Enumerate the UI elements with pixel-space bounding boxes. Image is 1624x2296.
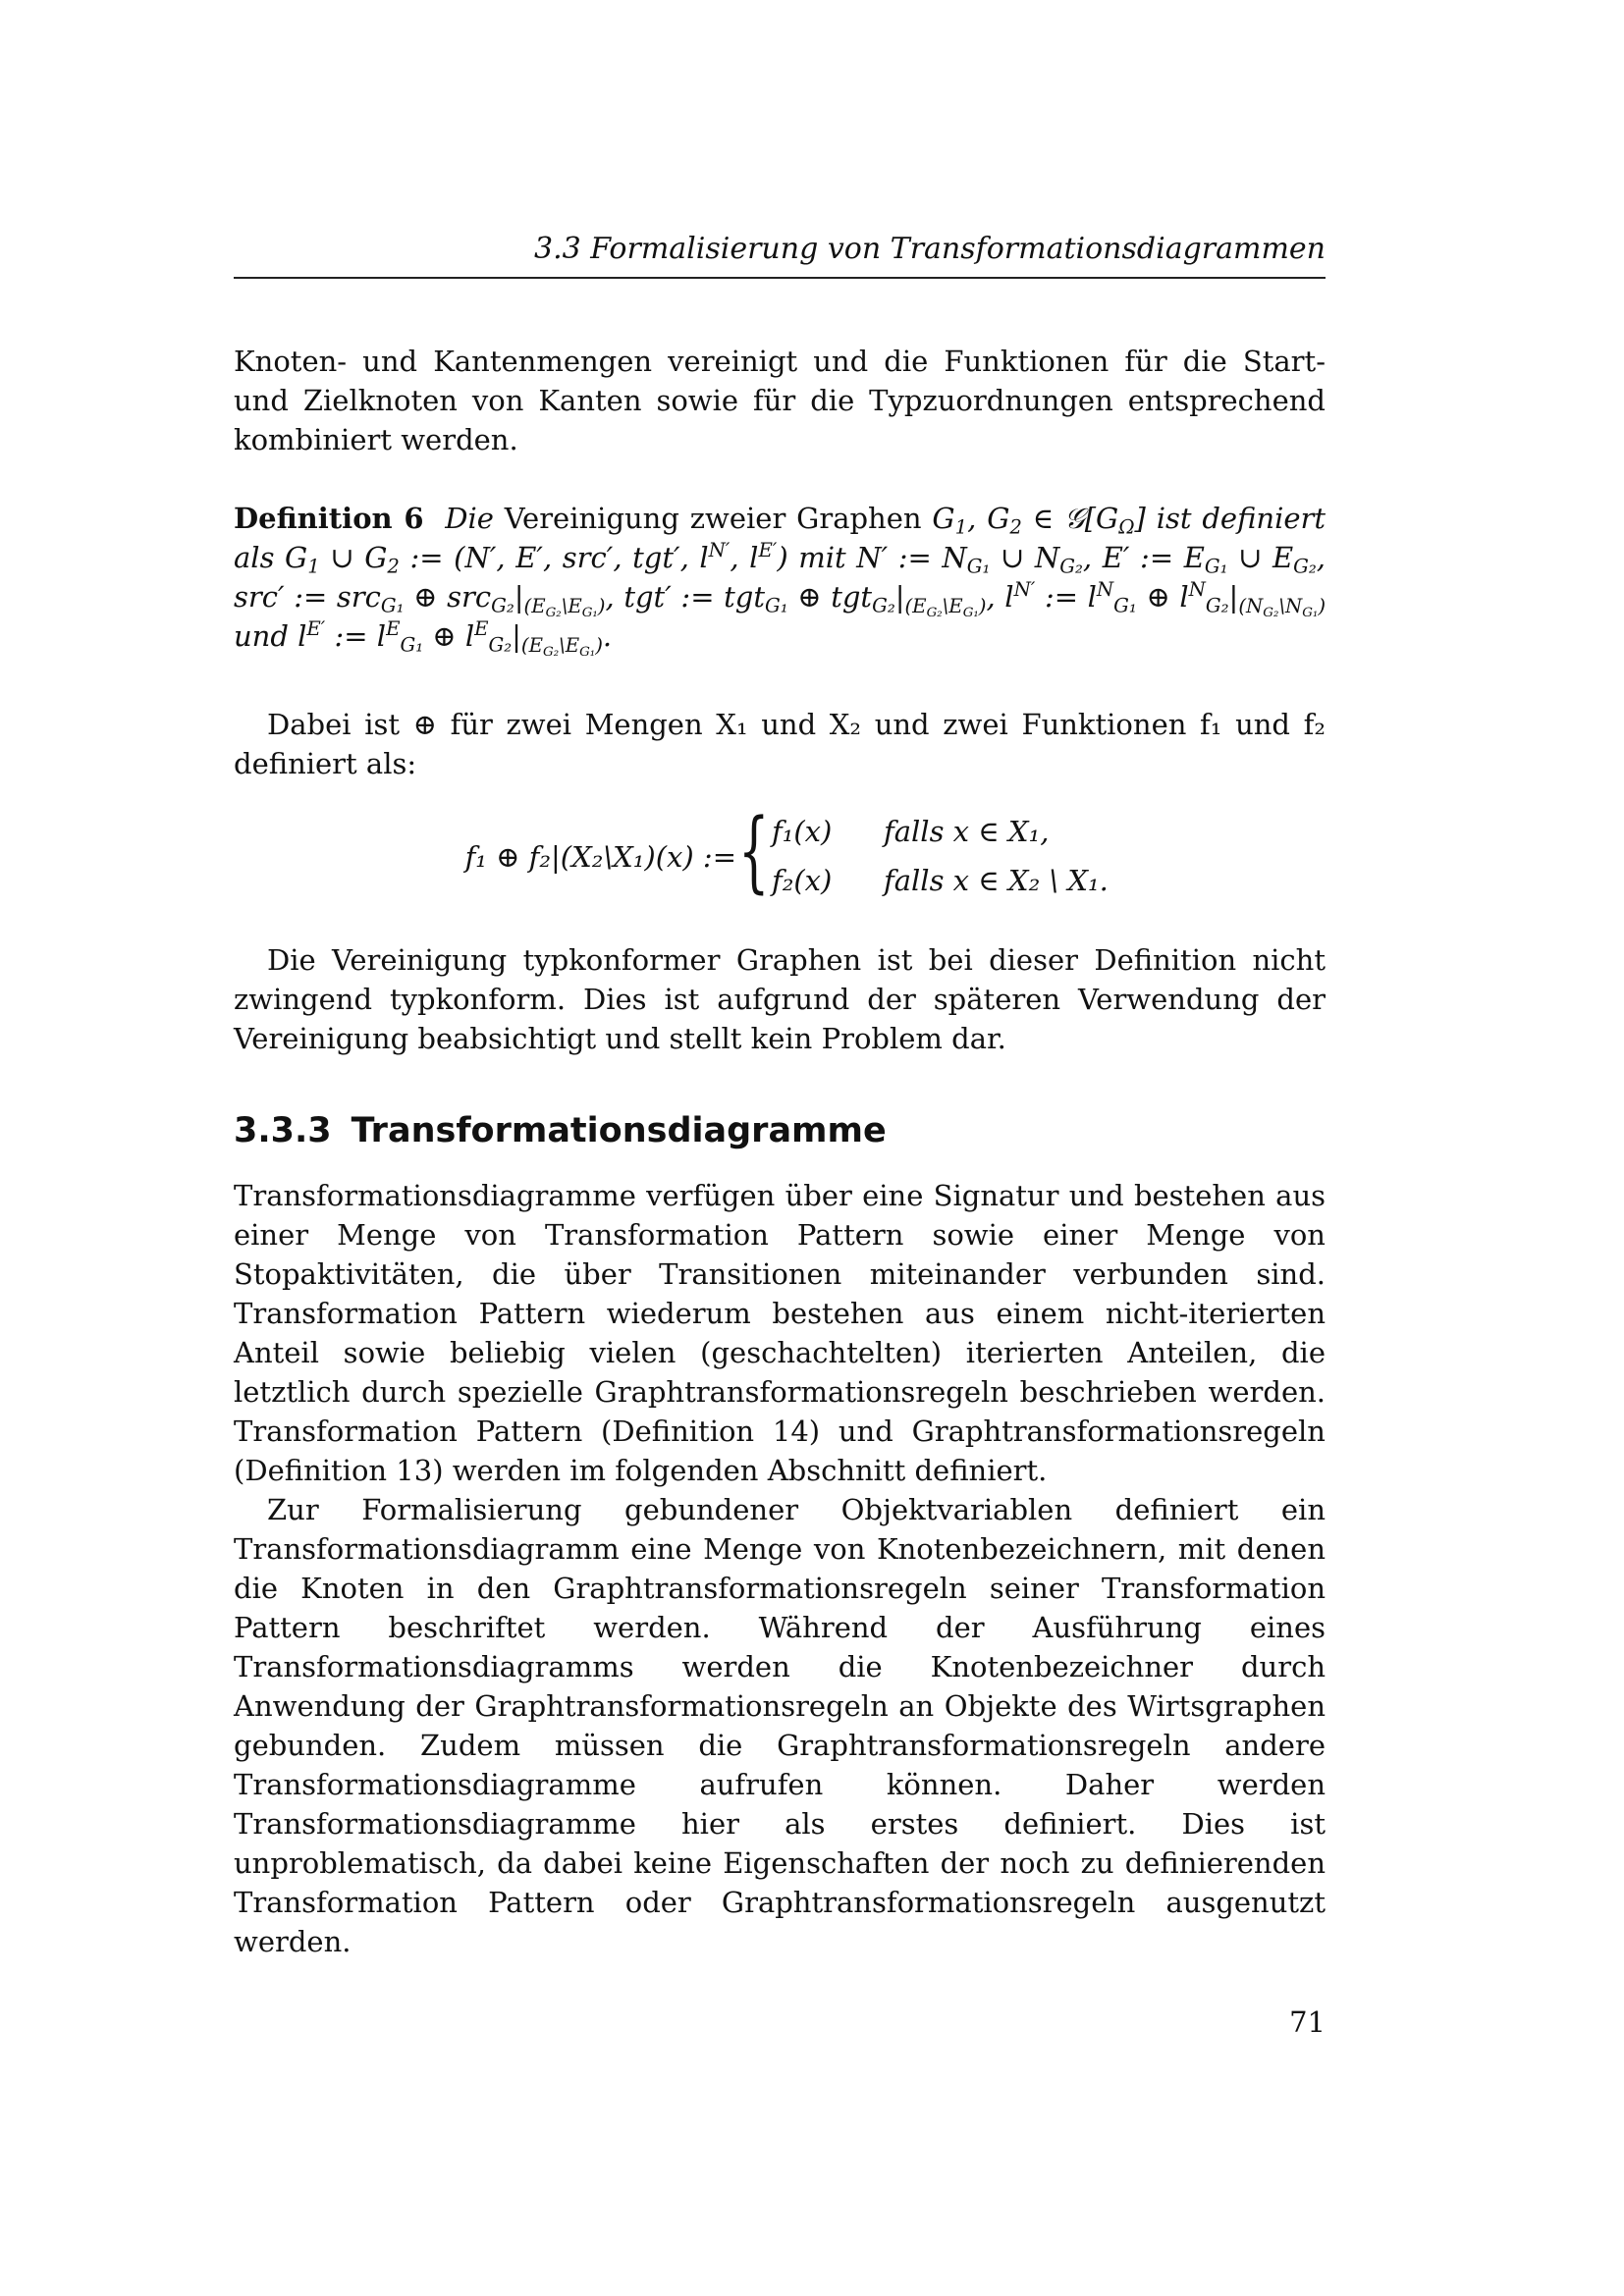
vereinigung-paragraph: [234, 940, 1326, 1058]
definition-text: Die Vereinigung zweier Graphen $G_1$, $G_2$ ∈ $𝒢[G_\Omega]$ ist definiert als $G_1$ ∪ $G_2$ := (N′, E′, src′, tgt′, $l^{N'}$, $l^{E'}$) mit N′ := $N_{G_1}$ ∪ $N_{G_2}$, E′ := $E_{G_1}$ ∪ $E_{G_2}$, src′ := src$_{G_1}$ ⊕ $src_{G_2}|_{(E_{G_2}\backslash E_{G_1})}$, tgt′ := tgt$_{G_1}$ ⊕ $tgt_{G_2}|_{(E_{G_2}\backslash E_{G_1})}$, $l^{N'}$ := $l^N_{G_1}$ ⊕ $l^N_{G_2}|_{(N_{G_2}\backslash N_{G_1})}$ und $l^{E'}$ := $l^E_{G_1}$ ⊕ $l^E_{G_2}|_{(E_{G_2}\backslash E_{G_1})}$.: [234, 502, 1326, 660]
display-equation: [234, 800, 1326, 905]
paragraph-td-1: Transformationsdiagramme verfügen über eine Signatur und bestehen aus einer Menge von Transformation Pattern sowie einer Menge von Stopaktivitäten, die über Transitionen miteinander verbunden sind. Transformation Pattern wiederum bestehen aus einem nicht-iterierten Anteil sowie beliebig vielen (geschachtelten) iterierten Anteilen, die letztlich durch spezielle Graphtransformationsregeln beschrieben werden. Transformation Pattern (Definition 14) und Graphtransformationsregeln (Definition 13) werden im folgenden Abschnitt definiert.: [234, 1179, 1326, 1487]
paragraph-dabei: Dabei ist ⊕ für zwei Mengen X₁ und X₂ und zwei Funktionen f₁ und f₂ definiert als:: [234, 708, 1326, 780]
equation-case-1: [772, 815, 1050, 848]
intro-paragraph: [234, 342, 1326, 459]
page-number: 71: [1289, 2005, 1326, 2039]
paragraph-intro: Knoten- und Kantenmengen vereinigt und die Funktionen für die Start- und Zielknoten von Kanten sowie für die Typzuordnungen entsprechend kombiniert werden.: [234, 345, 1326, 456]
case-2-value: f₂(x): [772, 864, 833, 897]
running-header: 3.3 Formalisierung von Transformationsdiagrammen: [534, 232, 1326, 266]
definition-6: [234, 499, 1326, 660]
paragraph-vereinigung: Die Vereinigung typkonformer Graphen ist bei dieser Definition nicht zwingend typkonform. Dies ist aufgrund der späteren Verwendung der Vereinigung beabsichtigt und stellt kein Problem dar.: [234, 943, 1326, 1055]
header-rule: [234, 277, 1326, 279]
definition-block: [234, 499, 1326, 660]
dabei-paragraph: [234, 705, 1326, 783]
section-body: [234, 1176, 1326, 1961]
equation-lhs: f₁ ⊕ f₂|(X₂\X₁)(x) :=: [464, 840, 736, 874]
section-number: 3.3.3: [234, 1111, 332, 1150]
case-1-condition: falls x ∈ X₁,: [884, 815, 1050, 848]
definition-label: Definition 6: [234, 502, 424, 535]
section-heading: [234, 1109, 887, 1152]
paragraph-td-2: Zur Formalisierung gebundener Objektvariablen definiert ein Transformationsdiagramm eine Menge von Knotenbezeichnern, mit denen die Knoten in den Graphtransformationsregeln seiner Transformation Pattern beschriftet werden. Während der Ausführung eines Transformationsdiagramms werden die Knotenbezeichner durch Anwendung der Graphtransformationsregeln an Objekte des Wirtsgraphen gebunden. Zudem müssen die Graphtransformationsregeln andere Transformationsdiagramme aufrufen können. Daher werden Transformationsdiagramme hier als erstes definiert. Dies ist unproblematisch, da dabei keine Eigenschaften der noch zu definierenden Transformation Pattern oder Graphtransformationsregeln ausgenutzt werden.: [234, 1493, 1326, 1958]
case-2-condition: falls x ∈ X₂ \ X₁.: [884, 864, 1109, 897]
case-1-value: f₁(x): [772, 815, 833, 848]
equation-case-2: [772, 864, 1109, 897]
section-title: Transformationsdiagramme: [351, 1111, 887, 1150]
left-brace: {: [738, 800, 770, 903]
